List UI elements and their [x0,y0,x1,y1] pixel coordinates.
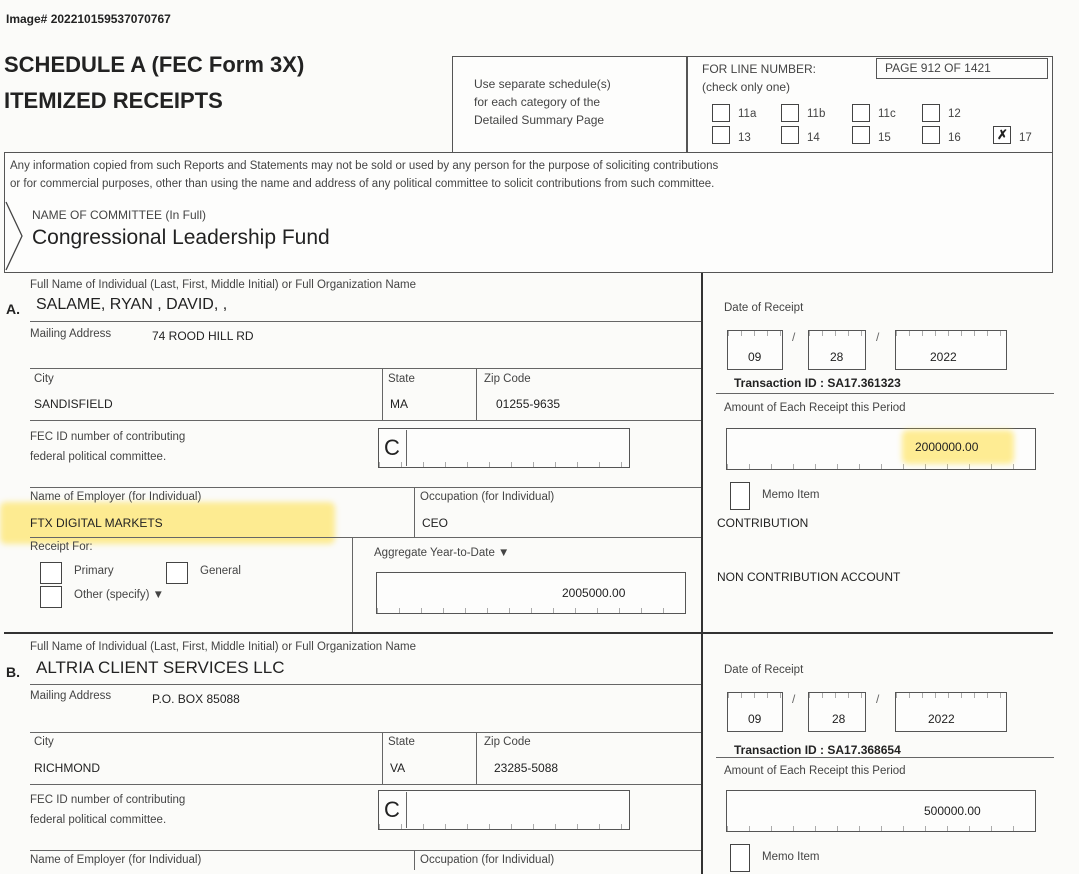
checkbox-16[interactable] [922,126,940,144]
other-checkbox[interactable] [40,586,62,608]
mailing-label: Mailing Address [30,690,112,702]
checkbox-13[interactable] [712,126,730,144]
divider [4,632,1053,634]
option-label: 16 [948,132,961,144]
checkbox-11a[interactable] [712,104,730,122]
contributor-name: ALTRIA CLIENT SERVICES LLC [36,658,285,677]
date-year: 2022 [928,712,955,726]
date-day: 28 [832,712,846,726]
amount-value: 2000000.00 [915,440,979,454]
committee-name: Congressional Leadership Fund [32,226,330,249]
fec-id-label: FEC ID number of contributing [30,431,186,443]
divider [352,537,353,633]
memo-checkbox[interactable] [730,844,750,872]
date-day: 28 [830,350,844,364]
entry-letter-a: A. [6,301,20,317]
date-month: 09 [748,712,762,726]
fec-id-label: federal political committee. [30,451,167,463]
date-separator: / [792,330,796,344]
column-divider [701,273,703,633]
divider [382,732,383,784]
checkbox-15[interactable] [852,126,870,144]
fec-id-label: federal political committee. [30,814,167,826]
memo-label: Memo Item [762,489,820,501]
amount-field[interactable] [726,790,1036,832]
memo-checkbox[interactable] [730,482,750,510]
full-name-label: Full Name of Individual (Last, First, Middle Initial) or Full Organization Name [30,641,417,653]
zip-value: 23285-5088 [494,761,559,775]
aggregate-field[interactable] [376,572,686,614]
occupation-label: Occupation (for Individual) [420,854,555,866]
divider [30,732,701,733]
image-id: Image# 202210159537070767 [6,12,171,26]
general-label: General [200,565,241,577]
receipt-for-label: Receipt For: [30,541,93,553]
divider [30,684,701,685]
instruction-line: for each category of the [474,95,601,109]
zip-value: 01255-9635 [496,397,561,411]
line-number-label: FOR LINE NUMBER: [702,62,817,76]
divider [30,368,701,369]
form-subtitle: ITEMIZED RECEIPTS [4,88,223,113]
divider [406,430,407,466]
occupation-label: Occupation (for Individual) [420,491,555,503]
occupation-value: CEO [422,516,449,530]
option-label: 12 [948,108,961,120]
account-name: NON CONTRIBUTION ACCOUNT [717,570,901,584]
divider [30,321,701,322]
memo-label: Memo Item [762,851,820,863]
state-label: State [388,373,415,385]
date-separator: / [876,330,880,344]
option-label: 11a [738,108,757,120]
divider [406,792,407,828]
divider [30,784,701,785]
date-separator: / [792,692,796,706]
option-label: 17 [1019,132,1032,144]
option-label: 14 [807,132,820,144]
date-month: 09 [748,350,762,364]
checkbox-12[interactable] [922,104,940,122]
divider [30,850,701,851]
transaction-id: Transaction ID : SA17.368654 [734,743,901,757]
instruction-line: Detailed Summary Page [474,113,605,127]
date-label: Date of Receipt [724,664,804,676]
divider [414,487,415,537]
divider [716,393,1054,394]
option-label: 11b [807,108,826,120]
zip-label: Zip Code [484,736,531,748]
divider [30,487,701,488]
option-label: 11c [878,108,896,120]
page-number: PAGE 912 OF 1421 [885,61,991,75]
option-label: 13 [738,132,751,144]
full-name-label: Full Name of Individual (Last, First, Middle Initial) or Full Organization Name [30,279,417,291]
divider [414,850,415,870]
fec-c-prefix: C [384,797,400,822]
notice-line: or for commercial purposes, other than using the name and address of any political committee to solicit contributions from such committee. [10,178,715,190]
fec-c-prefix: C [384,435,400,460]
primary-label: Primary [74,565,114,577]
amount-value: 500000.00 [924,804,981,818]
city-label: City [34,373,54,385]
aggregate-label: Aggregate Year-to-Date ▼ [374,547,510,559]
state-label: State [388,736,415,748]
mailing-address: 74 ROOD HILL RD [152,329,254,343]
checkbox-14[interactable] [781,126,799,144]
aggregate-value: 2005000.00 [562,586,626,600]
entry-letter-b: B. [6,664,20,680]
employer-label: Name of Employer (for Individual) [30,491,202,503]
check-note: (check only one) [702,80,791,94]
date-label: Date of Receipt [724,302,804,314]
employer-value: FTX DIGITAL MARKETS [30,516,163,530]
city-value: SANDISFIELD [34,397,113,411]
checkbox-11c[interactable] [852,104,870,122]
fec-id-field[interactable] [378,790,630,830]
form-title: SCHEDULE A (FEC Form 3X) [4,52,305,77]
option-label: 15 [878,132,891,144]
amount-label: Amount of Each Receipt this Period [724,402,906,414]
other-label: Other (specify) ▼ [74,589,164,601]
divider [716,757,1054,758]
transaction-id: Transaction ID : SA17.361323 [734,376,901,390]
divider [30,420,701,421]
divider [382,368,383,420]
divider [476,368,477,420]
fec-id-label: FEC ID number of contributing [30,794,186,806]
general-checkbox[interactable] [166,562,188,584]
divider [476,732,477,784]
mailing-address: P.O. BOX 85088 [152,692,240,706]
state-value: VA [390,761,406,775]
city-value: RICHMOND [34,761,100,775]
employer-label: Name of Employer (for Individual) [30,854,202,866]
contributor-name: SALAME, RYAN , DAVID, , [36,296,228,313]
chevron-right-icon [4,200,26,272]
date-year: 2022 [930,350,957,364]
committee-label: NAME OF COMMITTEE (In Full) [32,208,206,222]
primary-checkbox[interactable] [40,562,62,584]
amount-label: Amount of Each Receipt this Period [724,765,906,777]
fec-id-field[interactable] [378,428,630,468]
mailing-label: Mailing Address [30,328,112,340]
notice-line: Any information copied from such Reports and Statements may not be sold or used by any person for the purpose of soliciting contributions [10,160,719,172]
checkbox-11b[interactable] [781,104,799,122]
instruction-line: Use separate schedule(s) [474,77,611,91]
checkbox-17-checked[interactable] [993,126,1011,144]
date-separator: / [876,692,880,706]
column-divider [701,634,703,874]
receipt-type: CONTRIBUTION [717,516,809,530]
state-value: MA [390,397,408,411]
divider [30,537,701,538]
check-mark-icon: ✗ [997,127,1008,142]
zip-label: Zip Code [484,373,531,385]
city-label: City [34,736,54,748]
